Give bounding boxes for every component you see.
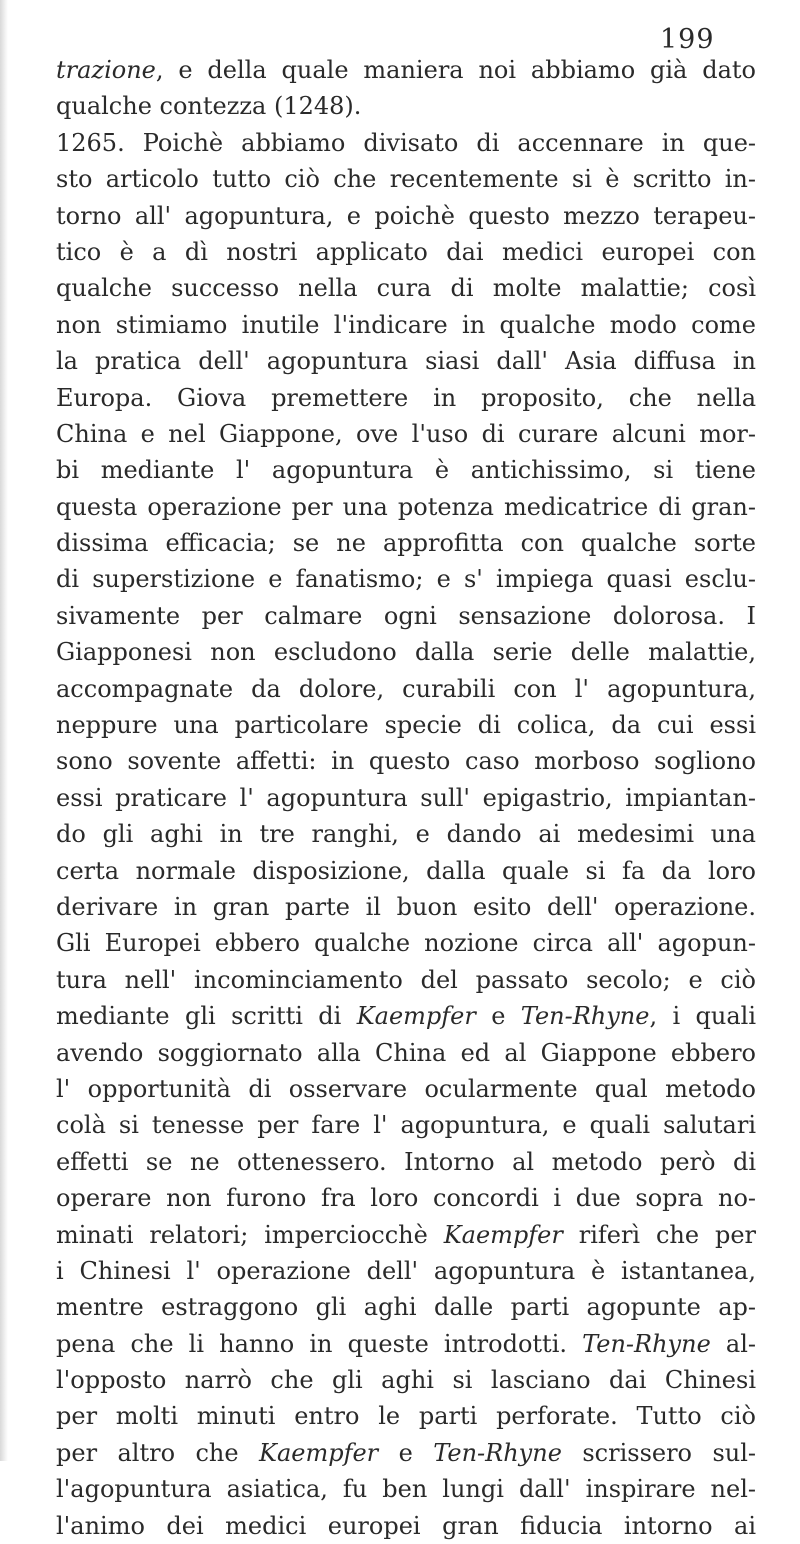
text-line: torno all' agopuntura, e poichè questo mezzo terapeu- — [56, 201, 756, 230]
text-line: tico è a dì nostri applicato dai medici europei con — [56, 237, 756, 266]
text-line: trazione, e della quale maniera noi abbiamo già dato — [56, 56, 756, 84]
text-line: neppure una particolare specie di colica, da cui essi — [56, 711, 756, 740]
text-line: sono sovente affetti: in questo caso morboso sogliono — [56, 747, 756, 776]
page-number: 199 — [660, 24, 715, 55]
text-line: operare non furono fra loro concordi i due sopra no- — [56, 1184, 756, 1213]
text-line: certa normale disposizione, dalla quale si fa da loro — [56, 856, 756, 885]
text-line: 1265. Poichè abbiamo divisato di accennare in que- — [56, 128, 756, 157]
text-line: di superstizione e fanatismo; e s' impiega quasi esclu- — [56, 565, 756, 594]
text-line: mediante gli scritti di Kaempfer e Ten-Rhyne, i quali — [56, 1002, 756, 1031]
text-line: sivamente per calmare ogni sensazione dolorosa. I — [56, 601, 756, 630]
text-line: essi praticare l' agopuntura sull' epigastrio, impiantan- — [56, 783, 756, 812]
text-line: la pratica dell' agopuntura siasi dall' Asia diffusa in — [56, 347, 756, 376]
body-text — [56, 52, 756, 1544]
text-line: l'animo dei medici europei gran fiducia intorno ai — [56, 1511, 756, 1540]
text-line: bi mediante l' agopuntura è antichissimo, si tiene — [56, 456, 756, 485]
text-line: l'agopuntura asiatica, fu ben lungi dall' inspirare nel- — [56, 1475, 756, 1504]
text-line: qualche contezza (1248). — [56, 92, 362, 121]
text-line: Gli Europei ebbero qualche nozione circa all' agopun- — [56, 929, 756, 958]
text-line: questa operazione per una potenza medicatrice di gran- — [56, 492, 756, 521]
text-line: l'opposto narrò che gli aghi si lasciano dai Chinesi — [56, 1366, 756, 1395]
text-line: mentre estraggono gli aghi dalle parti agopunte ap- — [56, 1293, 756, 1322]
text-line: per molti minuti entro le parti perforate. Tutto ciò — [56, 1402, 756, 1431]
text-line: sto articolo tutto ciò che recentemente si è scritto in- — [56, 165, 756, 194]
text-line: Giapponesi non escludono dalla serie delle malattie, — [56, 638, 756, 667]
text-line: l' opportunità di osservare ocularmente qual metodo — [56, 1074, 756, 1103]
text-line: non stimiamo inutile l'indicare in qualche modo come — [56, 310, 756, 339]
text-line: Europa. Giova premettere in proposito, che nella — [56, 383, 756, 412]
text-line: i Chinesi l' operazione dell' agopuntura è istantanea, — [56, 1256, 756, 1285]
text-line: do gli aghi in tre ranghi, e dando ai medesimi una — [56, 820, 756, 849]
text-line: pena che li hanno in queste introdotti. Ten-Rhyne al- — [56, 1329, 756, 1358]
text-line: China e nel Giappone, ove l'uso di curare alcuni mor- — [56, 419, 756, 448]
text-line: dissima efficacia; se ne approfitta con qualche sorte — [56, 529, 756, 558]
text-line: per altro che Kaempfer e Ten-Rhyne scrissero sul- — [56, 1438, 757, 1467]
text-line: colà si tenesse per fare l' agopuntura, e quali salutari — [56, 1111, 756, 1140]
text-line: accompagnate da dolore, curabili con l' agopuntura, — [56, 674, 756, 703]
text-line: qualche successo nella cura di molte malattie; così — [56, 274, 756, 303]
page-spine-shadow — [0, 0, 8, 1461]
text-line: effetti se ne ottenessero. Intorno al metodo però di — [56, 1147, 756, 1176]
text-line: derivare in gran parte il buon esito dell' operazione. — [56, 892, 756, 921]
text-line: tura nell' incominciamento del passato secolo; e ciò — [56, 965, 756, 994]
text-line: minati relatori; imperciocchè Kaempfer riferì che per — [56, 1220, 756, 1249]
text-line: avendo soggiornato alla China ed al Giappone ebbero — [56, 1038, 756, 1067]
